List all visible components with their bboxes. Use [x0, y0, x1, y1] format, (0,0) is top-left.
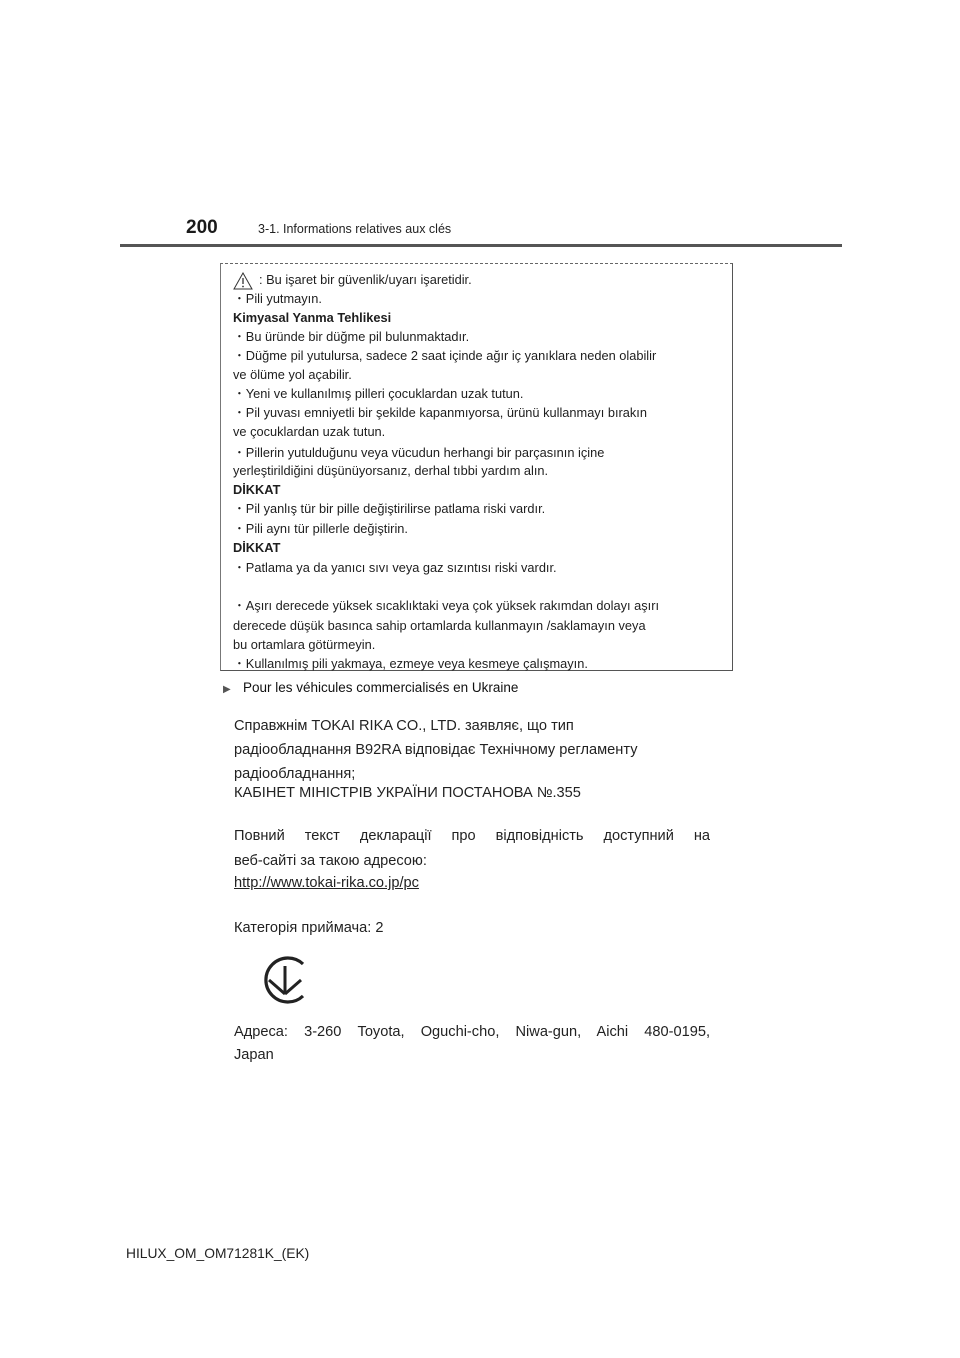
full-text-notice: веб-сайті за такою адресою: — [234, 853, 427, 869]
page-number: 200 — [186, 217, 218, 238]
warning-line: ・Pil yanlış tür bir pille değiştirilirse patlama riski vardır. — [233, 501, 546, 516]
warning-heading: Kimyasal Yanma Tehlikesi — [233, 310, 392, 325]
warning-heading: DİKKAT — [233, 540, 281, 555]
receiver-category: Категорія приймача: 2 — [234, 920, 384, 936]
declaration-line: КАБІНЕТ МІНІСТРІВ УКРАЇНИ ПОСТАНОВА №.355 — [234, 785, 581, 801]
warning-line: ・Yeni ve kullanılmış pilleri çocuklardan uzak tutun. — [233, 386, 524, 401]
warning-line: yerleştirildiğini düşünüyorsanız, derhal tıbbi yardım alın. — [233, 463, 549, 478]
warning-line: ・Pili aynı tür pillerle değiştirin. — [233, 521, 408, 536]
warning-line: ・Pillerin yutulduğunu veya vücudun herhangi bir parçasının içine — [233, 445, 605, 460]
warning-heading: DİKKAT — [233, 482, 281, 497]
declaration-line: радіообладнання; — [234, 766, 356, 782]
declaration-line: радіообладнання B92RA відповідає Технічному регламенту — [234, 742, 638, 758]
warning-line: ・Kullanılmış pili yakmaya, ezmeye veya kesmeye çalışmayın. — [233, 656, 588, 671]
warning-line: ・Pili yutmayın. — [233, 291, 322, 306]
warning-line: ・Pil yuvası emniyetli bir şekilde kapanmıyorsa, ürünü kullanmayı bırakın — [233, 405, 647, 420]
warning-line: ・Bu üründe bir düğme pil bulunmaktadır. — [233, 329, 470, 344]
triangle-bullet-icon: ▶ — [223, 684, 231, 695]
section-title: 3-1. Informations relatives aux clés — [258, 222, 452, 236]
ukraine-conformity-mark-icon — [257, 952, 313, 1008]
warning-box — [220, 263, 733, 671]
document-code: HILUX_OM_OM71281K_(EK) — [126, 1246, 310, 1261]
warning-line: ・Aşırı derecede yüksek sıcaklıktaki veya çok yüksek rakımdan dolayı aşırı — [233, 598, 660, 613]
header-rule — [120, 244, 842, 247]
warning-line: ・Düğme pil yutulursa, sadece 2 saat içinde ağır iç yanıklara neden olabilir — [233, 348, 657, 363]
warning-line: : Bu işaret bir güvenlik/uyarı işaretidir. — [259, 272, 472, 287]
warning-triangle-icon — [233, 272, 253, 290]
warning-line: ve çocuklardan uzak tutun. — [233, 424, 386, 439]
address-line: Адреса: 3-260 Toyota, Oguchi-cho, Niwa-gun, Aichi 480-0195, — [234, 1024, 710, 1040]
warning-line: ・Patlama ya da yanıcı sıvı veya gaz sızıntısı riski vardır. — [233, 560, 557, 575]
declaration-line: Справжнім TOKAI RIKA CO., LTD. заявляє, що тип — [234, 718, 574, 734]
declaration-url-link[interactable]: http://www.tokai-rika.co.jp/pc — [234, 875, 419, 891]
address-line: Japan — [234, 1047, 274, 1063]
warning-line: bu ortamlara götürmeyin. — [233, 637, 376, 652]
warning-line: derecede düşük basınca sahip ortamlarda kullanmayın /saklamayın veya — [233, 618, 646, 633]
full-text-notice: Повний текст декларації про відповідність доступний на — [234, 828, 710, 844]
warning-line: ve ölüme yol açabilir. — [233, 367, 352, 382]
subsection-title: Pour les véhicules commercialisés en Ukraine — [243, 680, 519, 695]
